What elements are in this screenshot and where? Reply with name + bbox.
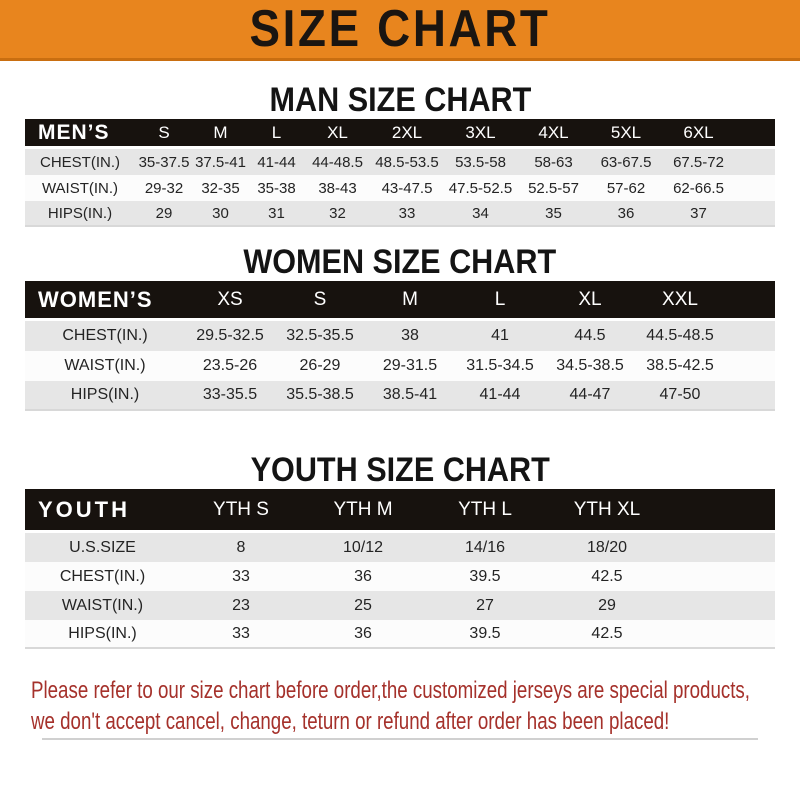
- column-header: YTH M: [302, 489, 424, 533]
- size-cell: 43-47.5: [370, 175, 444, 201]
- column-header: 5XL: [590, 119, 662, 149]
- youth-section-heading: [0, 451, 800, 489]
- column-header: 3XL: [444, 119, 517, 149]
- filler-cell: [668, 489, 775, 533]
- filler-cell: [735, 149, 775, 175]
- size-cell: 35-37.5: [135, 149, 193, 175]
- filler-cell: [735, 119, 775, 149]
- size-cell: 35-38: [248, 175, 305, 201]
- size-cell: 41-44: [248, 149, 305, 175]
- youth-header-row: [25, 489, 775, 533]
- filler-cell: [725, 381, 775, 411]
- column-header: XS: [185, 281, 275, 321]
- size-cell: 41-44: [455, 381, 545, 411]
- filler-cell: [735, 175, 775, 201]
- size-cell: 34: [444, 201, 517, 227]
- women-section: [0, 243, 800, 411]
- filler-cell: [668, 533, 775, 562]
- filler-cell: [735, 201, 775, 227]
- column-header: XL: [545, 281, 635, 321]
- size-cell: 25: [302, 591, 424, 620]
- size-cell: 35: [517, 201, 590, 227]
- column-header: YTH S: [180, 489, 302, 533]
- men-chest-row: [25, 149, 775, 175]
- men-table-label: MEN’S: [25, 119, 135, 149]
- size-cell: 48.5-53.5: [370, 149, 444, 175]
- women-section-heading-text: WOMEN SIZE CHART: [243, 243, 557, 281]
- youth-ussize-row: [25, 533, 775, 562]
- row-label: WAIST(IN.): [25, 351, 185, 381]
- size-cell: 42.5: [546, 562, 668, 591]
- column-header: L: [455, 281, 545, 321]
- youth-size-table: [25, 489, 775, 649]
- size-cell: 38-43: [305, 175, 370, 201]
- column-header: YTH XL: [546, 489, 668, 533]
- column-header: XXL: [635, 281, 725, 321]
- women-chest-row: [25, 321, 775, 351]
- column-header: 4XL: [517, 119, 590, 149]
- row-label: HIPS(IN.): [25, 620, 180, 649]
- youth-hips-row: [25, 620, 775, 649]
- row-label: HIPS(IN.): [25, 381, 185, 411]
- size-cell: 23.5-26: [185, 351, 275, 381]
- column-header: M: [193, 119, 248, 149]
- size-cell: 44.5: [545, 321, 635, 351]
- row-label: U.S.SIZE: [25, 533, 180, 562]
- men-section: [0, 81, 800, 227]
- size-cell: 42.5: [546, 620, 668, 649]
- women-section-heading: [0, 243, 800, 281]
- size-cell: 32-35: [193, 175, 248, 201]
- men-hips-row: [25, 201, 775, 227]
- size-cell: 18/20: [546, 533, 668, 562]
- footer-note: [31, 675, 800, 737]
- women-size-table: [25, 281, 775, 411]
- size-chart-banner: [0, 0, 800, 61]
- size-cell: 33: [180, 620, 302, 649]
- size-cell: 31: [248, 201, 305, 227]
- filler-cell: [668, 562, 775, 591]
- size-cell: 39.5: [424, 620, 546, 649]
- filler-cell: [668, 591, 775, 620]
- women-table-label: WOMEN’S: [25, 281, 185, 321]
- size-cell: 44.5-48.5: [635, 321, 725, 351]
- size-cell: 29.5-32.5: [185, 321, 275, 351]
- size-cell: 29: [135, 201, 193, 227]
- men-section-heading-text: MAN SIZE CHART: [269, 81, 531, 119]
- size-cell: 33-35.5: [185, 381, 275, 411]
- size-cell: 36: [302, 620, 424, 649]
- size-cell: 62-66.5: [662, 175, 735, 201]
- size-cell: 35.5-38.5: [275, 381, 365, 411]
- page-bottom-edge: [42, 738, 758, 740]
- row-label: CHEST(IN.): [25, 562, 180, 591]
- size-cell: 30: [193, 201, 248, 227]
- size-cell: 67.5-72: [662, 149, 735, 175]
- size-cell: 29-31.5: [365, 351, 455, 381]
- row-label: CHEST(IN.): [25, 321, 185, 351]
- women-header-row: [25, 281, 775, 321]
- column-header: XL: [305, 119, 370, 149]
- footer-note-line-1: Please refer to our size chart before order,the customized jerseys are special products,: [31, 677, 751, 704]
- size-cell: 47-50: [635, 381, 725, 411]
- column-header: S: [135, 119, 193, 149]
- size-cell: 29: [546, 591, 668, 620]
- youth-table-label: YOUTH: [25, 489, 180, 533]
- size-cell: 34.5-38.5: [545, 351, 635, 381]
- size-cell: 36: [302, 562, 424, 591]
- size-cell: 52.5-57: [517, 175, 590, 201]
- size-cell: 37.5-41: [193, 149, 248, 175]
- size-cell: 33: [180, 562, 302, 591]
- row-label: HIPS(IN.): [25, 201, 135, 227]
- size-cell: 57-62: [590, 175, 662, 201]
- size-cell: 39.5: [424, 562, 546, 591]
- size-cell: 32.5-35.5: [275, 321, 365, 351]
- size-cell: 14/16: [424, 533, 546, 562]
- size-cell: 38: [365, 321, 455, 351]
- column-header: YTH L: [424, 489, 546, 533]
- youth-waist-row: [25, 591, 775, 620]
- women-hips-row: [25, 381, 775, 411]
- row-label: CHEST(IN.): [25, 149, 135, 175]
- men-section-heading: [0, 81, 800, 119]
- size-cell: 53.5-58: [444, 149, 517, 175]
- size-cell: 36: [590, 201, 662, 227]
- size-cell: 37: [662, 201, 735, 227]
- row-label: WAIST(IN.): [25, 591, 180, 620]
- youth-chest-row: [25, 562, 775, 591]
- size-cell: 8: [180, 533, 302, 562]
- footer-note-line-2: we don't accept cancel, change, teturn or refund after order has been placed!: [31, 708, 670, 735]
- column-header: S: [275, 281, 365, 321]
- size-cell: 63-67.5: [590, 149, 662, 175]
- filler-cell: [668, 620, 775, 649]
- filler-cell: [725, 351, 775, 381]
- size-cell: 32: [305, 201, 370, 227]
- size-cell: 44-47: [545, 381, 635, 411]
- size-cell: 23: [180, 591, 302, 620]
- size-cell: 47.5-52.5: [444, 175, 517, 201]
- size-cell: 58-63: [517, 149, 590, 175]
- women-waist-row: [25, 351, 775, 381]
- youth-section: [0, 451, 800, 649]
- size-cell: 26-29: [275, 351, 365, 381]
- size-cell: 29-32: [135, 175, 193, 201]
- men-header-row: [25, 119, 775, 149]
- column-header: 2XL: [370, 119, 444, 149]
- row-label: WAIST(IN.): [25, 175, 135, 201]
- size-cell: 41: [455, 321, 545, 351]
- size-cell: 38.5-41: [365, 381, 455, 411]
- size-cell: 27: [424, 591, 546, 620]
- banner-title: SIZE CHART: [249, 0, 551, 58]
- column-header: M: [365, 281, 455, 321]
- column-header: L: [248, 119, 305, 149]
- size-cell: 38.5-42.5: [635, 351, 725, 381]
- youth-section-heading-text: YOUTH SIZE CHART: [250, 451, 550, 489]
- men-waist-row: [25, 175, 775, 201]
- size-cell: 33: [370, 201, 444, 227]
- filler-cell: [725, 281, 775, 321]
- size-cell: 31.5-34.5: [455, 351, 545, 381]
- size-cell: 44-48.5: [305, 149, 370, 175]
- filler-cell: [725, 321, 775, 351]
- men-size-table: [25, 119, 775, 227]
- column-header: 6XL: [662, 119, 735, 149]
- size-cell: 10/12: [302, 533, 424, 562]
